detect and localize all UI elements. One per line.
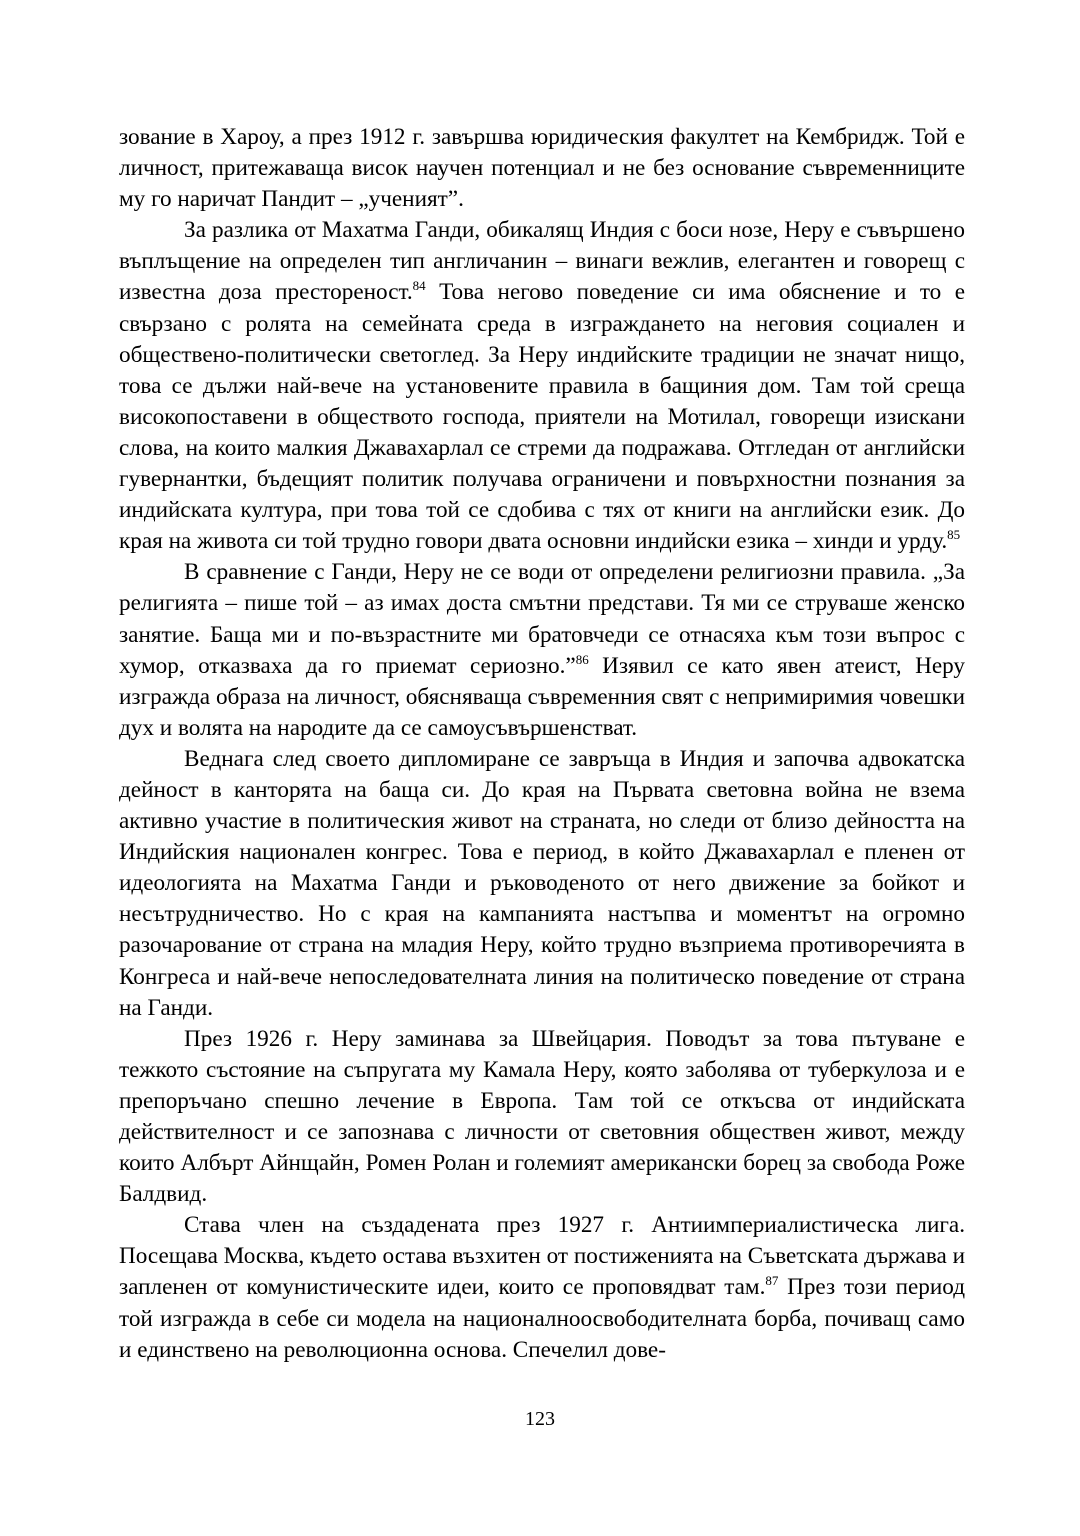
paragraph-text: В сравнение с Ганди, Неру не се води от определени религиозни правила. „За религията – пише той – аз имах доста смътни представи. Тя ми се струваше женско занятие. Баща ми и по-възрастните ми братовчеди се отнасяха към този въпрос с хумор, отказваха да го приемат сериозно.” — [119, 559, 965, 679]
paragraph-text: През 1926 г. Неру заминава за Швейцария. Поводът за това пътуване е тежкото състояние на съпругата му Камала Неру, която заболява от туберкулоза и е препоръчано спешно лечение в Европа. Там той се откъсва от индийската действителност и се запознава с личности от световния обществен живот, между които Албърт Айнщайн, Ромен Ролан и големият американски борец за свобода Роже Балдвид. — [119, 1025, 965, 1208]
paragraph-1 — [119, 122, 965, 215]
footnote-ref-86[interactable]: 86 — [575, 651, 589, 667]
paragraph-text: За разлика от Махатма Ганди, обикалящ Индия с боси нозе, Неру е съвършено въплъщение на определен тип англичанин – винаги вежлив, елегантен и говорещ с известна доза престореност. — [119, 217, 965, 306]
paragraph-6 — [119, 1210, 965, 1365]
paragraph-2 — [119, 215, 965, 557]
footnote-ref-87[interactable]: 87 — [765, 1273, 779, 1289]
page-number: 123 — [525, 1408, 555, 1430]
footnote-ref-85[interactable]: 85 — [947, 527, 961, 543]
paragraph-text: Това негово поведение си има обяснение и то е свързано с ролята на семейната среда в изграждането на неговия социален и обществено-политически светоглед. За Неру индийските традиции не значат нищо, това се дължи най-вече на установените правила в бащиния дом. Там той среща високопоставени в обществото господа, приятели на Мотилал, говорещи изискани слова, на които малкия Джавахарлал се стреми да подражава. Отгледан от английски гувернантки, бъдещият политик получава ограничени и повърхностни познания за индийската култура, при това той се сдобива с тях от книги на английски език. До края на живота си той трудно говори двата основни индийски езика – хинди и урду. — [119, 279, 965, 555]
body-text — [119, 122, 965, 1366]
paragraph-text: През този период той изгражда в себе си модела на националноосвободителната борба, почиващ само и единствено на революционна основа. Спечелил дове- — [119, 1274, 965, 1363]
paragraph-text: Изявил се като явен атеист, Неру изгражда образа на личност, обясняваща съвременния свят с непримиримия човешки дух и волята на народите да се самоусъвършенстват. — [119, 652, 965, 741]
paragraph-text: Веднага след своето дипломиране се завръща в Индия и започва адвокатска дейност в канторята на баща си. До края на Първата световна война не взема активно участие в политическия живот на страната, но следи от близо дейността на Индийския национален конгрес. Това е период, в който Джавахарлал е пленен от идеологията на Махатма Ганди и ръководеното от него движение за бойкот и несътрудничество. Но с края на кампанията настъпва и моментът на огромно разочарование от страна на младия Неру, който трудно възприема противоречията в Конгреса и най-вече непоследователната линия на политическо поведение от страна на Ганди. — [119, 745, 965, 1021]
paragraph-5 — [119, 1024, 965, 1211]
paragraph-text: зование в Хароу, а през 1912 г. завършва юридическия факултет на Кембридж. Той е личност, притежаваща висок научен потенциал и не без основание съвременниците му го наричат Пандит – „ученият”. — [119, 124, 965, 213]
footnote-ref-84[interactable]: 84 — [412, 278, 426, 294]
paragraph-text: Става член на създадената през 1927 г. Антиимпериалистическа лига. Посещава Москва, където остава възхитен от постиженията на Съветската държава и запленен от комунистическите идеи, които се проповядват там. — [119, 1212, 965, 1301]
paragraph-4 — [119, 744, 965, 1024]
paragraph-3 — [119, 557, 965, 744]
